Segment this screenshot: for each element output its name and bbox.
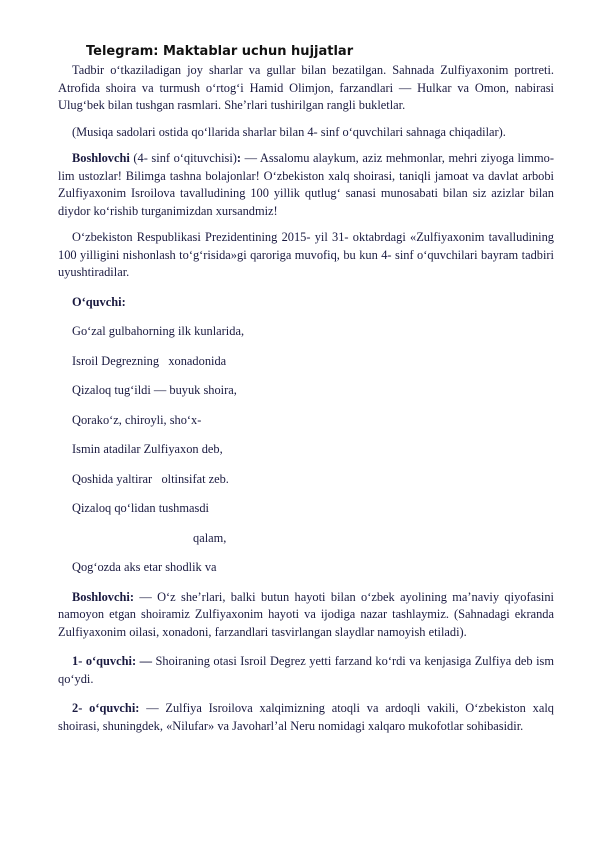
speaker-role: (4- sinf o‘qituvchisi) (129, 151, 237, 165)
speaker-label: Boshlovchi (72, 151, 130, 165)
paragraph-decree: O‘zbekiston Respublikasi Prezidentining 2015- yil 31- oktabrdagi «Zulfiyaxonim tavalludining 100 yilligini nishonlash to‘g‘risida»gi qaroriga muvofiq, bu kun 4- sinf o‘quvchilari bayram tadbiri uyushtiradilar. (58, 230, 554, 279)
page-header-title: Telegram: Maktablar uchun hujjatlar (86, 44, 354, 59)
verse-line: Qizaloq qo‘lidan tushmasdi (72, 501, 209, 515)
speaker-label: O‘quvchi: (72, 294, 126, 309)
paragraph-host-greeting (58, 150, 554, 220)
paragraph-pupil-2 (58, 700, 554, 735)
verse-line: Qoshida yaltirar oltinsifat zeb. (72, 471, 229, 486)
paragraph-pupil-1 (58, 653, 554, 688)
verse-line: Ismin atadilar Zulfiyaxon deb, (72, 442, 223, 456)
verse-line: Qorako‘z, chiroyli, sho‘x- (72, 412, 202, 427)
paragraph-stage-description: Tadbir o‘tkaziladigan joy sharlar va gullar bilan bezatilgan. Sahnada Zulfiyaxonim portreti. Atrofida shoira va turmush o‘rtog‘i Hamid Olimjon, farzandlari — Hulkar va Omon, nabirasi Ulug‘bek bilan tushgan rasmlari. She’rlari tushirilgan rangli bukletlar. (58, 63, 554, 112)
verse-line: Go‘zal gulbahorning ilk kunlarida, (72, 324, 245, 338)
paragraph-text: — O‘z she’rlari, balki butun hayoti bilan o‘zbek ayolining ma’naviy qiyofasini namoyon etgan shoiramiz Zulfiyaxonim hayoti va ijodiga nazar tashlaymiz. (Sahnadagi ekranda Zulfiyaxonim oilasi, xonadoni, farzandlari tasvirlangan slaydlar namoyish etiladi). (58, 589, 554, 639)
verse-line: Qog‘ozda aks etar shodlik va (72, 560, 217, 574)
paragraph-text: — Zulfiya Isroilova xalqimizning atoqli va ardoqli vakili, O‘zbekiston xalq shoirasi, shuningdek, «Nilufar» va Javoharl’al Neru nomidagi xalqaro mukofotlar sohibasidir. (58, 701, 554, 733)
verse-line: Qizaloq tug‘ildi — buyuk shoira, (72, 383, 237, 397)
paragraph-pupil-heading (58, 294, 554, 312)
paragraph-text: Shoiraning otasi Isroil Degrez yetti farzand ko‘rdi va kenjasiga Zulfiya deb ism qo‘ydi. (58, 654, 554, 686)
speaker-label: 2- o‘quvchi: (72, 701, 140, 715)
speaker-label: 1- o‘quvchi: — (72, 654, 152, 668)
paragraph-stage-direction: (Musiqa sadolari ostida qo‘llarida sharlar bilan 4- sinf o‘quvchilari sahnaga chiqadilar). (72, 124, 506, 139)
document-body (58, 62, 554, 735)
paragraph-host-slides (58, 589, 554, 642)
speaker-colon: : (236, 151, 242, 165)
verse-line: Isroil Degrezning xonadonida (72, 353, 227, 368)
paragraph-text: — Assalomu alaykum, aziz mehmonlar, mehri ziyoga limmo-lim ustozlar! Bilimga tashna bolajonlar! O‘zbekiston xalq shoirasi, taniqli jamoat va davlat arbobi Zulfiyaxonim Isroilova tavalludining 100 yillik qutlug‘ sanasi munosabati bilan siz azizlar bilan diydor ko‘rishib turganimizdan xursandmiz! (58, 151, 554, 218)
speaker-label: Boshlovchi: (72, 589, 134, 604)
verse-line: qalam, (193, 530, 227, 545)
